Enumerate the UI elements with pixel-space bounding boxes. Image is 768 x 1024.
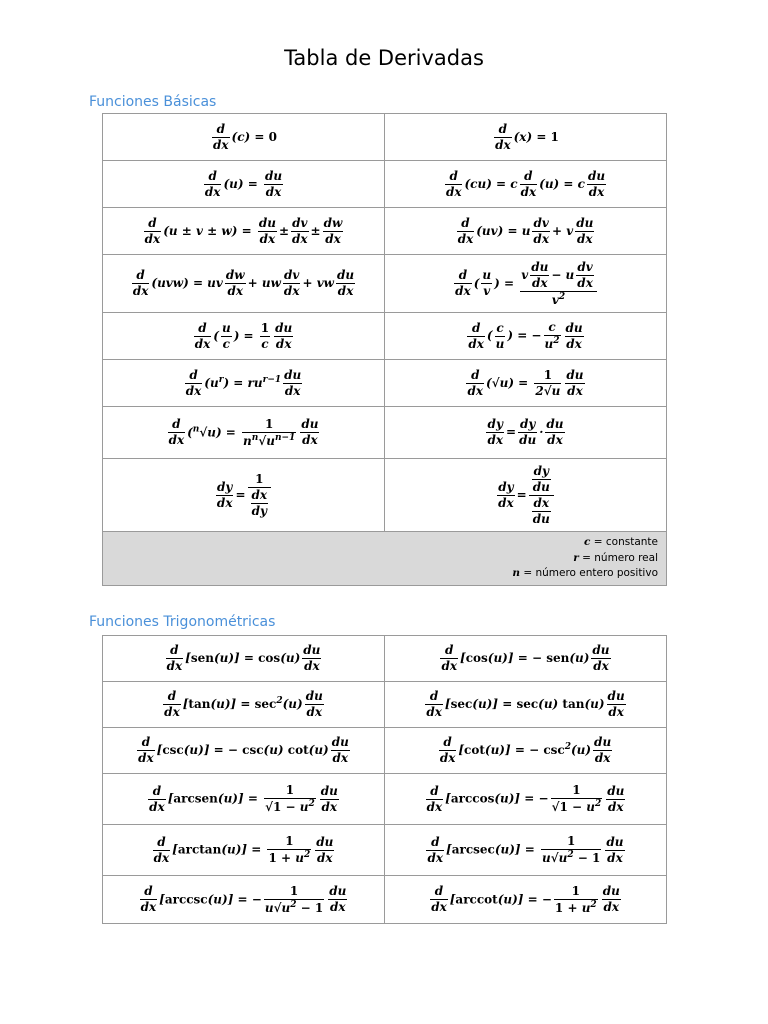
note-line: r = número real	[573, 551, 658, 564]
table-row	[103, 161, 667, 208]
page-title: Tabla de Derivadas	[284, 46, 484, 70]
notes-cell	[103, 532, 667, 586]
formula-cell: $\frac{d}{dx}$ [arcsec(u)] = $\frac{1}{u√u^2 - 1}$ $\frac{du}{dx}$	[385, 825, 667, 876]
formula-cell: $\frac{d}{dx}$ $[\tan(u)] = \sec^2(u)$ $\frac{du}{dx}$	[103, 682, 385, 728]
table-row	[103, 208, 667, 255]
formula-cell: $\frac{d}{dx}$ [cot(u)] = − $\csc^2(u)$ $\frac{du}{dx}$	[385, 728, 667, 774]
table-row	[103, 636, 667, 682]
table-row	[103, 728, 667, 774]
formula-cell: $\frac{d}{dx}$ [arccsc(u)] = − $\frac{1}{u√u^2 - 1}$ $\frac{du}{dx}$	[103, 876, 385, 924]
formula-cell: $\frac{d}{dx}$ [sec(u)] = sec(u) tan(u) $\frac{du}{dx}$	[385, 682, 667, 728]
formula-cell: $\frac{d}{dx}$ (uv) = u $\frac{dv}{dx}$ + v $\frac{du}{dx}$	[385, 208, 667, 255]
formula-cell: $\frac{d}{dx}$ [arccot(u)] = − $\frac{1}{1 + u^2}$ $\frac{du}{dx}$	[385, 876, 667, 924]
formula-cell: $\frac{dy}{dx}$ = $\frac{dy}{du}$ $\frac{dx}{du}$	[385, 459, 667, 532]
formula-cell: $\frac{d}{dx}$ [arccos(u)] = − $\frac{1}{√1 - u^2}$ $\frac{du}{dx}$	[385, 774, 667, 825]
table-row	[103, 532, 667, 586]
formula-cell: $\frac{d}{dx}$ ( $\frac{c}{u}$ ) = − $\frac{c}{u^2}$ $\frac{du}{dx}$	[385, 313, 667, 360]
table-row	[103, 255, 667, 313]
table-row	[103, 407, 667, 459]
table-row	[103, 114, 667, 161]
note-line: c = constante	[584, 536, 658, 548]
trig-derivatives-table	[102, 635, 667, 924]
formula-cell: $\frac{d}{dx}$ (x) = 1	[385, 114, 667, 161]
table-row	[103, 876, 667, 924]
table-row	[103, 774, 667, 825]
formula-cell: $\frac{d}{dx}$ [arctan(u)] = $\frac{1}{1 + u^2}$ $\frac{du}{dx}$	[103, 825, 385, 876]
formula-cell: $\frac{d}{dx}$ [sen(u)] = cos(u) $\frac{du}{dx}$	[103, 636, 385, 682]
formula-cell: $\frac{d}{dx}$ (uvw) = uv $\frac{dw}{dx}$ + uw $\frac{dv}{dx}$ + vw $\frac{du}{dx}$	[103, 255, 385, 313]
formula-cell: $\frac{d}{dx}$ [csc(u)] = − csc(u) cot(u) $\frac{du}{dx}$	[103, 728, 385, 774]
section-title-trigonometricas: Funciones Trigonométricas	[89, 614, 276, 630]
table-row	[103, 682, 667, 728]
formula-cell: $\frac{dy}{dx}$ = $\frac{dy}{du}$ · $\frac{du}{dx}$	[385, 407, 667, 459]
formula-cell: $\frac{d}{dx}$ [cos(u)] = − sen(u) $\frac{du}{dx}$	[385, 636, 667, 682]
section-title-basicas: Funciones Básicas	[89, 94, 217, 110]
formula-cell: $\frac{d}{dx}$ [arcsen(u)] = $\frac{1}{√1 - u^2}$ $\frac{du}{dx}$	[103, 774, 385, 825]
formula-cell: $\frac{dy}{dx}$ = 1 $\frac{dx}{dy}$	[103, 459, 385, 532]
formula-cell: $\frac{d}{dx}$ (u) = $\frac{du}{dx}$	[103, 161, 385, 208]
table-row	[103, 313, 667, 360]
table-row	[103, 825, 667, 876]
table-row	[103, 459, 667, 532]
formula-cell: $\frac{d}{dx}$ (√u) = $\frac{1}{2√u}$ $\frac{du}{dx}$	[385, 360, 667, 407]
formula-cell: $\frac{d}{dx}$ (u ± v ± w) = $\frac{du}{dx}$ ± $\frac{dv}{dx}$ ± $\frac{dw}{dx}$	[103, 208, 385, 255]
formula-cell: $\frac{d}{dx}$ ( $\frac{u}{v}$ ) = v $\frac{du}{dx}$ − u $\frac{dv}{dx}$ $v^2$	[385, 255, 667, 313]
formula-cell: $\frac{d}{dx}$ $(u^r) = ru^{r-1}$ $\frac{du}{dx}$	[103, 360, 385, 407]
formula-cell: $\frac{d}{dx}$ (cu) = c $\frac{d}{dx}$ (u) = c $\frac{du}{dx}$	[385, 161, 667, 208]
table-row	[103, 360, 667, 407]
formula-cell: $\frac{d}{dx}$ ($^n$√u) = $\frac{1}{n^n√u^{n-1}}$ $\frac{du}{dx}$	[103, 407, 385, 459]
note-line: n = número entero positivo	[512, 567, 658, 579]
basic-derivatives-table	[102, 113, 667, 586]
formula-cell: $\frac{d}{dx}$ (c) = 0	[103, 114, 385, 161]
formula-cell: $\frac{d}{dx}$ ( $\frac{u}{c}$ ) = $\frac{1}{c}$ $\frac{du}{dx}$	[103, 313, 385, 360]
